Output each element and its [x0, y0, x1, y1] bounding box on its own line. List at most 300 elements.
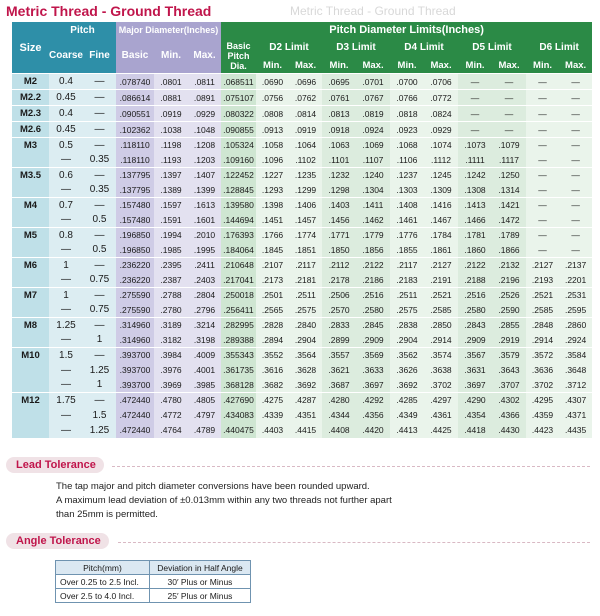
- d4-max-cell: .2521: [424, 288, 458, 303]
- d6-max-cell: —: [559, 153, 592, 168]
- d2-max-cell: .1299: [289, 183, 322, 198]
- d4-min-cell: .0818: [390, 106, 424, 122]
- header-size: Size: [12, 22, 49, 74]
- d5-min-cell: .4418: [458, 423, 492, 438]
- d4-max-cell: .4297: [424, 393, 458, 408]
- fine-pitch-cell: —: [83, 138, 116, 153]
- d6-max-cell: .2924: [559, 333, 592, 348]
- d4-max-cell: .0824: [424, 106, 458, 122]
- major-min-cell: .2387: [154, 273, 188, 288]
- table-row: [12, 106, 592, 122]
- d4-min-cell: .1855: [390, 243, 424, 258]
- d6-max-cell: —: [559, 138, 592, 153]
- d2-min-cell: .0913: [256, 122, 289, 138]
- header-basic-pitch-dia: [221, 38, 256, 74]
- d2-max-cell: .1102: [289, 153, 322, 168]
- fine-pitch-cell: —: [83, 198, 116, 213]
- d2-max-cell: .2904: [289, 333, 322, 348]
- major-min-cell: .1985: [154, 243, 188, 258]
- major-max-cell: .2403: [188, 273, 221, 288]
- d3-min-cell: .2899: [322, 333, 356, 348]
- d4-min-cell: .1068: [390, 138, 424, 153]
- major-max-cell: .4789: [188, 423, 221, 438]
- d5-max-cell: .1079: [492, 138, 526, 153]
- fine-pitch-cell: 0.35: [83, 183, 116, 198]
- d3-min-cell: .0813: [322, 106, 356, 122]
- d5-min-cell: .2909: [458, 333, 492, 348]
- d2-max-cell: .0919: [289, 122, 322, 138]
- angle-tolerance-label: Angle Tolerance: [6, 533, 109, 549]
- d5-min-cell: .2516: [458, 288, 492, 303]
- header-d6-min: Min.: [526, 57, 559, 74]
- major-max-cell: .4009: [188, 348, 221, 363]
- basic-pitch-dia-cell: .282995: [221, 318, 256, 333]
- major-basic-cell: .236220: [116, 273, 154, 288]
- d2-max-cell: .3628: [289, 363, 322, 378]
- header-basic-pitch-dia-line3: Dia.: [230, 60, 247, 71]
- d3-min-cell: .4280: [322, 393, 356, 408]
- major-basic-cell: .137795: [116, 168, 154, 183]
- size-cell: M3.5: [12, 168, 49, 198]
- d2-min-cell: .2107: [256, 258, 289, 273]
- basic-pitch-dia-cell: .105324: [221, 138, 256, 153]
- d3-min-cell: .4344: [322, 408, 356, 423]
- major-max-cell: .4001: [188, 363, 221, 378]
- d6-min-cell: .2914: [526, 333, 559, 348]
- major-basic-cell: .472440: [116, 408, 154, 423]
- d5-max-cell: .3579: [492, 348, 526, 363]
- d5-min-cell: .1860: [458, 243, 492, 258]
- coarse-pitch-cell: 1: [49, 288, 83, 303]
- d6-min-cell: .3636: [526, 363, 559, 378]
- header-pitch: Pitch: [49, 22, 116, 38]
- major-basic-cell: .275590: [116, 288, 154, 303]
- d4-max-cell: .2191: [424, 273, 458, 288]
- basic-pitch-dia-cell: .434083: [221, 408, 256, 423]
- d2-min-cell: .0690: [256, 74, 289, 90]
- basic-pitch-dia-cell: .210648: [221, 258, 256, 273]
- d6-min-cell: .4359: [526, 408, 559, 423]
- size-cell: M8: [12, 318, 49, 348]
- d4-max-cell: .2850: [424, 318, 458, 333]
- d3-min-cell: .1403: [322, 198, 356, 213]
- major-max-cell: .4797: [188, 408, 221, 423]
- coarse-pitch-cell: 0.8: [49, 228, 83, 243]
- d5-max-cell: .1866: [492, 243, 526, 258]
- d3-max-cell: .0819: [356, 106, 390, 122]
- coarse-pitch-cell: —: [49, 213, 83, 228]
- table-row: [12, 423, 592, 438]
- d4-min-cell: .3626: [390, 363, 424, 378]
- major-min-cell: .2788: [154, 288, 188, 303]
- d6-min-cell: .2127: [526, 258, 559, 273]
- major-basic-cell: .090551: [116, 106, 154, 122]
- d2-min-cell: .2894: [256, 333, 289, 348]
- size-cell: M2.6: [12, 122, 49, 138]
- d3-min-cell: .2833: [322, 318, 356, 333]
- d4-min-cell: .0766: [390, 90, 424, 106]
- d5-min-cell: .3567: [458, 348, 492, 363]
- d6-min-cell: —: [526, 153, 559, 168]
- major-basic-cell: .236220: [116, 258, 154, 273]
- major-min-cell: .3984: [154, 348, 188, 363]
- coarse-pitch-cell: 0.4: [49, 106, 83, 122]
- coarse-pitch-cell: 0.6: [49, 168, 83, 183]
- d6-max-cell: .3584: [559, 348, 592, 363]
- d6-max-cell: —: [559, 90, 592, 106]
- d6-max-cell: .4371: [559, 408, 592, 423]
- d4-min-cell: .4349: [390, 408, 424, 423]
- d6-max-cell: .2137: [559, 258, 592, 273]
- d6-min-cell: .2193: [526, 273, 559, 288]
- d3-min-cell: .1101: [322, 153, 356, 168]
- d6-max-cell: —: [559, 183, 592, 198]
- d2-max-cell: .2181: [289, 273, 322, 288]
- major-basic-cell: .118110: [116, 138, 154, 153]
- d2-max-cell: .2840: [289, 318, 322, 333]
- basic-pitch-dia-cell: .139580: [221, 198, 256, 213]
- d6-max-cell: —: [559, 74, 592, 90]
- d5-min-cell: .2843: [458, 318, 492, 333]
- basic-pitch-dia-cell: .217041: [221, 273, 256, 288]
- header-major-diameter: Major Diameter(Inches): [116, 22, 221, 38]
- d6-min-cell: .2521: [526, 288, 559, 303]
- d5-min-cell: .2188: [458, 273, 492, 288]
- d2-min-cell: .2173: [256, 273, 289, 288]
- table-row: [12, 243, 592, 258]
- lead-note-line3: than 25mm is permitted.: [56, 509, 158, 520]
- d4-min-cell: .1408: [390, 198, 424, 213]
- major-min-cell: .1994: [154, 228, 188, 243]
- coarse-pitch-cell: 1.75: [49, 393, 83, 408]
- major-min-cell: .1038: [154, 122, 188, 138]
- d4-min-cell: .1237: [390, 168, 424, 183]
- basic-pitch-dia-cell: .289388: [221, 333, 256, 348]
- basic-pitch-dia-cell: .427690: [221, 393, 256, 408]
- d5-max-cell: .1250: [492, 168, 526, 183]
- d3-max-cell: .3697: [356, 378, 390, 393]
- d3-max-cell: .2845: [356, 318, 390, 333]
- fine-pitch-cell: —: [83, 393, 116, 408]
- d2-min-cell: .0756: [256, 90, 289, 106]
- coarse-pitch-cell: 0.4: [49, 74, 83, 90]
- d2-max-cell: .1457: [289, 213, 322, 228]
- d5-min-cell: .1308: [458, 183, 492, 198]
- d3-min-cell: .0761: [322, 90, 356, 106]
- header-d3-limit: D3 Limit: [322, 38, 390, 57]
- major-basic-cell: .393700: [116, 378, 154, 393]
- major-max-cell: .2010: [188, 228, 221, 243]
- size-cell: M2.2: [12, 90, 49, 106]
- coarse-pitch-cell: —: [49, 273, 83, 288]
- major-min-cell: .0801: [154, 74, 188, 90]
- major-basic-cell: .196850: [116, 228, 154, 243]
- d2-min-cell: .1058: [256, 138, 289, 153]
- d6-min-cell: —: [526, 122, 559, 138]
- major-basic-cell: .157480: [116, 213, 154, 228]
- d2-max-cell: .2511: [289, 288, 322, 303]
- header-d2-limit: D2 Limit: [256, 38, 322, 57]
- size-cell: M12: [12, 393, 49, 438]
- major-max-cell: .0811: [188, 74, 221, 90]
- d3-max-cell: .1240: [356, 168, 390, 183]
- header-d4-limit: D4 Limit: [390, 38, 458, 57]
- header-pitch-diameter-limits: Pitch Diameter Limits(Inches): [221, 22, 592, 38]
- d5-max-cell: —: [492, 122, 526, 138]
- d2-min-cell: .1845: [256, 243, 289, 258]
- table-row: [12, 153, 592, 168]
- d6-max-cell: .4435: [559, 423, 592, 438]
- d4-min-cell: .1303: [390, 183, 424, 198]
- major-min-cell: .1397: [154, 168, 188, 183]
- d3-max-cell: .0767: [356, 90, 390, 106]
- d6-max-cell: .4307: [559, 393, 592, 408]
- header-d4-min: Min.: [390, 57, 424, 74]
- table-row: [12, 228, 592, 243]
- thread-table: [12, 22, 592, 438]
- d3-min-cell: .1850: [322, 243, 356, 258]
- major-min-cell: .4772: [154, 408, 188, 423]
- d3-max-cell: .1856: [356, 243, 390, 258]
- d6-min-cell: .2848: [526, 318, 559, 333]
- fine-pitch-cell: —: [83, 106, 116, 122]
- table-row: [12, 198, 592, 213]
- d5-max-cell: .4366: [492, 408, 526, 423]
- d3-min-cell: .0918: [322, 122, 356, 138]
- major-max-cell: .0891: [188, 90, 221, 106]
- d4-min-cell: .0700: [390, 74, 424, 90]
- d2-max-cell: .1851: [289, 243, 322, 258]
- major-basic-cell: .196850: [116, 243, 154, 258]
- fine-pitch-cell: —: [83, 258, 116, 273]
- d5-max-cell: .1117: [492, 153, 526, 168]
- fine-pitch-cell: 1.5: [83, 408, 116, 423]
- table-row: [12, 168, 592, 183]
- d5-min-cell: .1413: [458, 198, 492, 213]
- d4-min-cell: .4285: [390, 393, 424, 408]
- d6-max-cell: .3712: [559, 378, 592, 393]
- table-row: [12, 363, 592, 378]
- size-cell: M2.3: [12, 106, 49, 122]
- d6-min-cell: —: [526, 74, 559, 90]
- major-min-cell: .2395: [154, 258, 188, 273]
- d2-max-cell: .1774: [289, 228, 322, 243]
- d3-max-cell: .1304: [356, 183, 390, 198]
- header-fine: Fine: [83, 38, 116, 74]
- coarse-pitch-cell: 0.7: [49, 198, 83, 213]
- d4-min-cell: .3692: [390, 378, 424, 393]
- basic-pitch-dia-cell: .109160: [221, 153, 256, 168]
- d6-min-cell: .4295: [526, 393, 559, 408]
- fine-pitch-cell: —: [83, 168, 116, 183]
- d2-min-cell: .2501: [256, 288, 289, 303]
- d6-min-cell: —: [526, 183, 559, 198]
- d3-min-cell: .2112: [322, 258, 356, 273]
- header-d4-max: Max.: [424, 57, 458, 74]
- header-d6-limit: D6 Limit: [526, 38, 592, 57]
- d3-max-cell: .4420: [356, 423, 390, 438]
- major-min-cell: .0881: [154, 90, 188, 106]
- d4-max-cell: .1309: [424, 183, 458, 198]
- major-min-cell: .1591: [154, 213, 188, 228]
- d3-min-cell: .4408: [322, 423, 356, 438]
- coarse-pitch-cell: —: [49, 378, 83, 393]
- fine-pitch-cell: 0.75: [83, 273, 116, 288]
- coarse-pitch-cell: 1: [49, 258, 83, 273]
- lead-tolerance-label: Lead Tolerance: [6, 457, 104, 473]
- d6-max-cell: .2201: [559, 273, 592, 288]
- d6-min-cell: —: [526, 168, 559, 183]
- d3-max-cell: .1462: [356, 213, 390, 228]
- d4-max-cell: .2127: [424, 258, 458, 273]
- header-d5-limit: D5 Limit: [458, 38, 526, 57]
- d2-max-cell: .4287: [289, 393, 322, 408]
- d5-min-cell: —: [458, 122, 492, 138]
- d6-max-cell: .2531: [559, 288, 592, 303]
- angle-tolerance-rule: [118, 542, 590, 544]
- d2-min-cell: .4275: [256, 393, 289, 408]
- major-max-cell: .1208: [188, 138, 221, 153]
- d3-max-cell: .1779: [356, 228, 390, 243]
- d3-max-cell: .1107: [356, 153, 390, 168]
- d2-min-cell: .1451: [256, 213, 289, 228]
- d2-max-cell: .3564: [289, 348, 322, 363]
- d4-min-cell: .2511: [390, 288, 424, 303]
- angle-row-deviation: 30′ Plus or Minus: [149, 575, 250, 589]
- d6-min-cell: .4423: [526, 423, 559, 438]
- major-min-cell: .3182: [154, 333, 188, 348]
- d6-min-cell: —: [526, 213, 559, 228]
- coarse-pitch-cell: 0.5: [49, 138, 83, 153]
- fine-pitch-cell: 0.35: [83, 153, 116, 168]
- d4-min-cell: .2117: [390, 258, 424, 273]
- angle-tolerance-table: [55, 560, 251, 603]
- major-basic-cell: .472440: [116, 423, 154, 438]
- d3-min-cell: .2506: [322, 288, 356, 303]
- d5-min-cell: .4354: [458, 408, 492, 423]
- coarse-pitch-cell: —: [49, 423, 83, 438]
- major-max-cell: .1048: [188, 122, 221, 138]
- table-row: [12, 393, 592, 408]
- d4-max-cell: .2914: [424, 333, 458, 348]
- header-md-min: Min.: [154, 38, 188, 74]
- coarse-pitch-cell: —: [49, 153, 83, 168]
- major-min-cell: .4780: [154, 393, 188, 408]
- d4-max-cell: .4425: [424, 423, 458, 438]
- basic-pitch-dia-cell: .256411: [221, 303, 256, 318]
- d2-min-cell: .3616: [256, 363, 289, 378]
- table-row: [12, 318, 592, 333]
- d5-min-cell: —: [458, 90, 492, 106]
- d6-max-cell: —: [559, 122, 592, 138]
- table-row: [12, 122, 592, 138]
- header-basic-pitch-dia-line2: Pitch: [227, 50, 250, 61]
- major-max-cell: .4805: [188, 393, 221, 408]
- fine-pitch-cell: —: [83, 90, 116, 106]
- d2-max-cell: .0696: [289, 74, 322, 90]
- d3-max-cell: .2516: [356, 288, 390, 303]
- lead-tolerance-rule: [112, 466, 590, 468]
- d5-max-cell: .1314: [492, 183, 526, 198]
- major-min-cell: .1389: [154, 183, 188, 198]
- d4-max-cell: .0772: [424, 90, 458, 106]
- major-basic-cell: .137795: [116, 183, 154, 198]
- d2-min-cell: .1227: [256, 168, 289, 183]
- header-d3-min: Min.: [322, 57, 356, 74]
- fine-pitch-cell: —: [83, 74, 116, 90]
- header-basic-pitch-dia-line1: Basic: [226, 40, 251, 51]
- fine-pitch-cell: 1: [83, 333, 116, 348]
- major-max-cell: .2804: [188, 288, 221, 303]
- d5-min-cell: .2122: [458, 258, 492, 273]
- d3-min-cell: .0695: [322, 74, 356, 90]
- angle-col-deviation: Deviation in Half Angle: [149, 561, 250, 575]
- major-max-cell: .3198: [188, 333, 221, 348]
- d4-min-cell: .1461: [390, 213, 424, 228]
- d5-min-cell: .4290: [458, 393, 492, 408]
- d2-max-cell: .4415: [289, 423, 322, 438]
- d3-min-cell: .1063: [322, 138, 356, 153]
- angle-row-deviation: 25′ Plus or Minus: [149, 589, 250, 603]
- header-md-max: Max.: [188, 38, 221, 74]
- fine-pitch-cell: 1.25: [83, 423, 116, 438]
- d4-max-cell: .1074: [424, 138, 458, 153]
- d3-min-cell: .1232: [322, 168, 356, 183]
- size-cell: M10: [12, 348, 49, 393]
- table-row: [12, 74, 592, 90]
- d3-max-cell: .3633: [356, 363, 390, 378]
- coarse-pitch-cell: —: [49, 333, 83, 348]
- d2-max-cell: .2575: [289, 303, 322, 318]
- d2-min-cell: .4403: [256, 423, 289, 438]
- d4-max-cell: .3702: [424, 378, 458, 393]
- d2-min-cell: .1398: [256, 198, 289, 213]
- d6-min-cell: —: [526, 198, 559, 213]
- d2-max-cell: .2117: [289, 258, 322, 273]
- d4-min-cell: .1776: [390, 228, 424, 243]
- major-basic-cell: .314960: [116, 318, 154, 333]
- d2-min-cell: .1293: [256, 183, 289, 198]
- d5-max-cell: .2919: [492, 333, 526, 348]
- d5-max-cell: .2590: [492, 303, 526, 318]
- d6-min-cell: —: [526, 243, 559, 258]
- coarse-pitch-cell: 1.25: [49, 318, 83, 333]
- d5-min-cell: .1466: [458, 213, 492, 228]
- d5-min-cell: .1111: [458, 153, 492, 168]
- angle-col-pitch: Pitch(mm): [56, 561, 150, 575]
- d6-max-cell: .2860: [559, 318, 592, 333]
- table-row: [12, 333, 592, 348]
- coarse-pitch-cell: —: [49, 303, 83, 318]
- major-min-cell: .3969: [154, 378, 188, 393]
- major-min-cell: .0919: [154, 106, 188, 122]
- d6-min-cell: —: [526, 106, 559, 122]
- basic-pitch-dia-cell: .080322: [221, 106, 256, 122]
- d5-min-cell: .1242: [458, 168, 492, 183]
- basic-pitch-dia-cell: .176393: [221, 228, 256, 243]
- d6-max-cell: —: [559, 198, 592, 213]
- basic-pitch-dia-cell: .144694: [221, 213, 256, 228]
- size-cell: M4: [12, 198, 49, 228]
- major-max-cell: .3985: [188, 378, 221, 393]
- d5-min-cell: —: [458, 74, 492, 90]
- major-min-cell: .1198: [154, 138, 188, 153]
- d4-max-cell: .1245: [424, 168, 458, 183]
- basic-pitch-dia-cell: .128845: [221, 183, 256, 198]
- d6-max-cell: —: [559, 168, 592, 183]
- d4-max-cell: .1784: [424, 228, 458, 243]
- major-basic-cell: .393700: [116, 348, 154, 363]
